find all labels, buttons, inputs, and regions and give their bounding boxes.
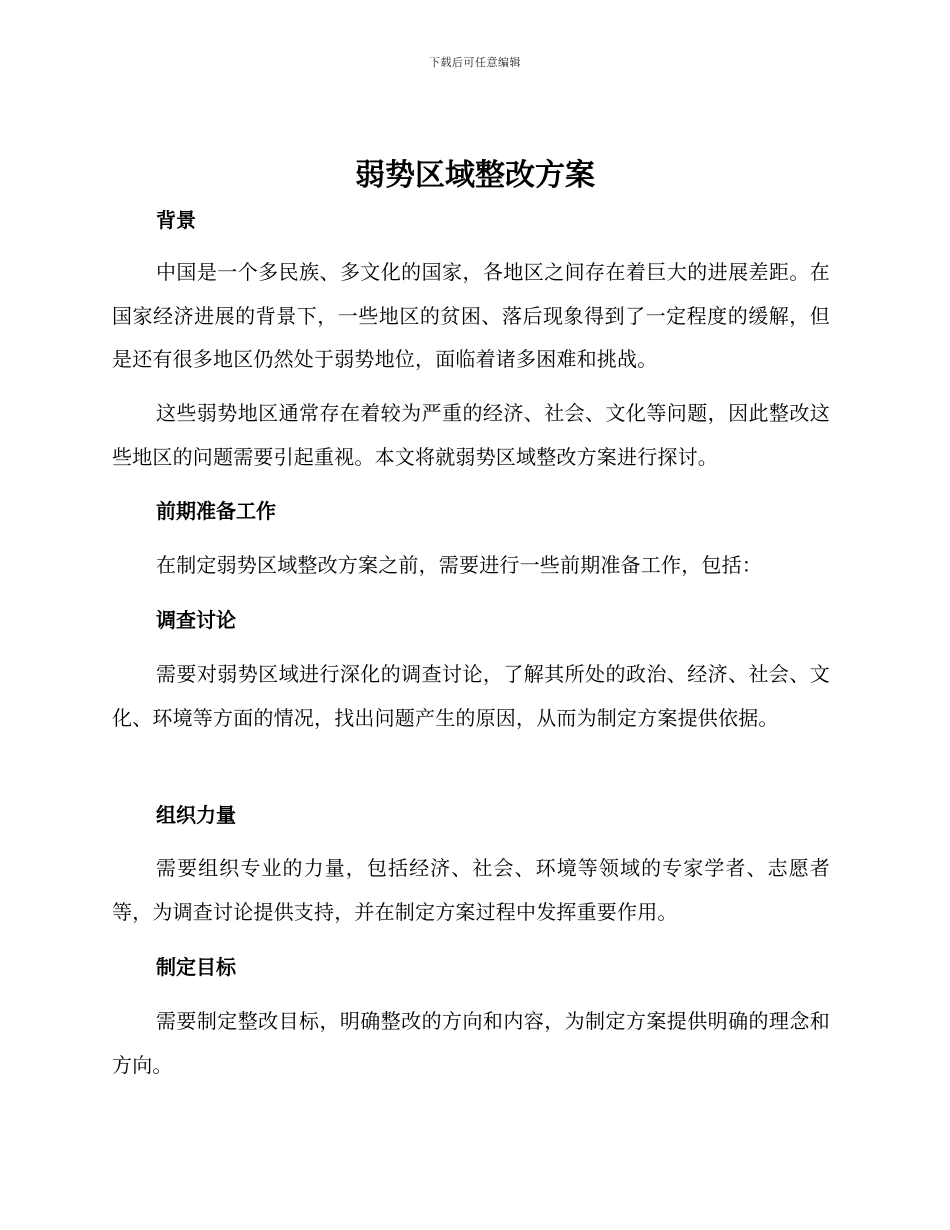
- section-heading-organize: 组织力量: [156, 803, 236, 827]
- section-heading-survey: 调查讨论: [156, 608, 236, 632]
- paragraph-goals: 需要制定整改目标，明确整改的方向和内容，为制定方案提供明确的理念和方向。: [112, 1009, 830, 1077]
- page-header-note: 下载后可任意编辑: [429, 56, 521, 69]
- section-heading-background: 背景: [156, 208, 196, 232]
- paragraph-preparation-intro: 在制定弱势区域整改方案之前，需要进行一些前期准备工作，包括：: [156, 553, 762, 577]
- paragraph-background-2: 这些弱势地区通常存在着较为严重的经济、社会、文化等问题，因此整改这些地区的问题需要引起重视。本文将就弱势区域整改方案进行探讨。: [112, 401, 830, 469]
- paragraph-background-1: 中国是一个多民族、多文化的国家，各地区之间存在着巨大的进展差距。在国家经济进展的背景下，一些地区的贫困、落后现象得到了一定程度的缓解，但是还有很多地区仍然处于弱势地位，面临着诸多困难和挑战。: [112, 260, 830, 371]
- section-heading-goals: 制定目标: [156, 955, 236, 979]
- paragraph-organize: 需要组织专业的力量，包括经济、社会、环境等领域的专家学者、志愿者等，为调查讨论提供支持，并在制定方案过程中发挥重要作用。: [112, 856, 830, 924]
- section-heading-preparation: 前期准备工作: [156, 499, 276, 523]
- document-title: 弱势区域整改方案: [355, 158, 595, 193]
- paragraph-survey: 需要对弱势区域进行深化的调查讨论，了解其所处的政治、经济、社会、文化、环境等方面的情况，找出问题产生的原因，从而为制定方案提供依据。: [112, 662, 830, 730]
